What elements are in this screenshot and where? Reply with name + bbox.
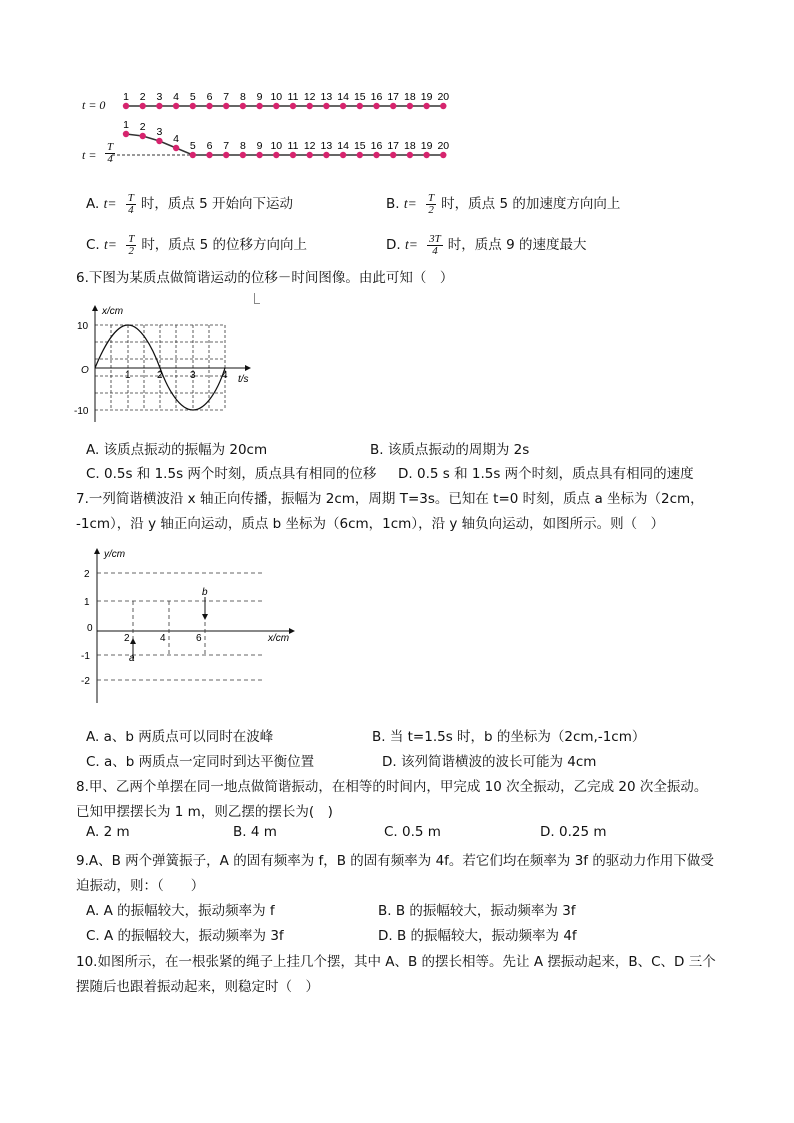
row2-number-14: 14: [337, 140, 349, 152]
q9-option-c[interactable]: C. A 的振幅较大，振动频率为 3f: [86, 928, 284, 944]
row1-number-20: 20: [437, 91, 450, 103]
q10-stem-line2: 摆随后也跟着振动起来，则稳定时（ ）: [76, 979, 319, 995]
wave-particles-figure: [80, 88, 460, 168]
row1-number-16: 16: [370, 91, 383, 103]
row2-number-6: 6: [206, 140, 213, 152]
row2-particle-7: [223, 152, 229, 158]
row2-particle-8: [240, 152, 246, 158]
row2-number-16: 16: [370, 140, 383, 152]
row2-particle-17: [390, 152, 396, 158]
q7-stem-line2: -1cm），沿 y 轴正向运动，质点 b 坐标为（6cm，1cm），沿 y 轴负向运动，如图所示。则（ ）: [76, 516, 665, 532]
q7-ytick-2: 2: [84, 569, 90, 580]
row2-number-9: 9: [256, 140, 263, 152]
row2-particle-6: [206, 152, 212, 158]
q7-y-label: y/cm: [104, 549, 126, 560]
row1-number-3: 3: [156, 91, 163, 103]
row1-number-8: 8: [239, 91, 246, 103]
row1-number-10: 10: [270, 91, 283, 103]
row2-particle-4: [173, 145, 179, 151]
row1-particle-1: [123, 103, 129, 109]
row2-number-18: 18: [404, 140, 416, 152]
row1-number-14: 14: [337, 91, 349, 103]
q6-option-b[interactable]: B. 该质点振动的周期为 2s: [370, 442, 530, 458]
q9-option-d[interactable]: D. B 的振幅较大，振动频率为 4f: [378, 928, 577, 944]
q10-stem-line1: 10.如图所示，在一根张紧的绳子上挂几个摆，其中 A、B 的摆长相等。先让 A 摆振动起来，B、C、D 三个: [76, 954, 716, 970]
q8-option-a[interactable]: A. 2 m: [86, 824, 130, 840]
row1-particle-12: [307, 103, 313, 109]
q7-xtick-4: 4: [160, 633, 166, 644]
row2-particle-11: [290, 152, 296, 158]
row1-number-6: 6: [206, 91, 213, 103]
row2-particle-10: [273, 152, 279, 158]
q7-point-b-label: b: [202, 587, 208, 598]
row2-number-2: 2: [139, 121, 146, 133]
q5-option-d[interactable]: D. t= $\frac{3T}{4}$ 时，质点 9 的速度最大: [386, 232, 587, 257]
row1-number-2: 2: [139, 91, 146, 103]
row1-number-19: 19: [420, 91, 433, 103]
row1-particle-13: [323, 103, 329, 109]
q7-ytick-1: 1: [84, 597, 90, 608]
q7-xtick-2: 2: [124, 633, 130, 644]
row2-particle-19: [423, 152, 429, 158]
q7-ytick-neg2: -2: [81, 676, 90, 687]
q7-stem-line1: 7.一列简谐横波沿 x 轴正向传播，振幅为 2cm，周期 T=3s。已知在 t=0 时刻，质点 a 坐标为（2cm，: [76, 491, 704, 507]
q8-stem-line1: 8.甲、乙两个单摆在同一地点做简谐振动，在相等的时间内，甲完成 10 次全振动，乙完成 20 次全振动。: [76, 779, 708, 795]
row2-particle-18: [407, 152, 413, 158]
q5-option-b[interactable]: B. t= $\frac{T}{2}$ 时，质点 5 的加速度方向向上: [386, 191, 621, 216]
row2-number-5: 5: [189, 140, 196, 152]
row1-particle-10: [273, 103, 279, 109]
q6-option-a[interactable]: A. 该质点振动的振幅为 20cm: [86, 442, 268, 458]
row1-particle-5: [190, 103, 196, 109]
q6-xtick-3: 3: [190, 370, 196, 381]
q8-option-c[interactable]: C. 0.5 m: [384, 824, 441, 840]
row1-number-7: 7: [223, 91, 230, 103]
row1-time-label: t = 0: [82, 98, 106, 112]
q7-x-label: x/cm: [268, 633, 290, 644]
q8-option-d[interactable]: D. 0.25 m: [540, 824, 607, 840]
q6-y-label: x/cm: [102, 306, 124, 317]
row2-particle-9: [256, 152, 262, 158]
q9-stem-line2: 迫振动，则：（ ）: [76, 878, 205, 894]
q6-option-c[interactable]: C. 0.5s 和 1.5s 两个时刻，质点具有相同的位移: [86, 466, 377, 482]
row1-particle-19: [423, 103, 429, 109]
q6-xtick-1: 1: [125, 370, 131, 381]
q6-graph: [72, 300, 262, 428]
q5-option-a[interactable]: A. t= $\frac{T}{4}$ 时，质点 5 开始向下运动: [86, 191, 294, 216]
q7-ytick-neg1: -1: [81, 651, 90, 662]
row2-number-19: 19: [420, 140, 433, 152]
row1-particle-17: [390, 103, 396, 109]
q9-option-b[interactable]: B. B 的振幅较大，振动频率为 3f: [378, 903, 576, 919]
row2-particle-3: [156, 138, 162, 144]
row2-number-11: 11: [287, 140, 299, 152]
row2-particle-13: [323, 152, 329, 158]
q8-stem-line2: 已知甲摆摆长为 1 m，则乙摆的摆长为( ): [76, 804, 333, 820]
row2-number-4: 4: [173, 133, 180, 145]
row2-number-12: 12: [303, 140, 316, 152]
q6-ytick-10: 10: [77, 321, 89, 332]
q5-option-c[interactable]: C. t= $\frac{T}{2}$ 时，质点 5 的位移方向向上: [86, 232, 307, 257]
row2-particle-16: [373, 152, 379, 158]
q7-xtick-6: 6: [196, 633, 202, 644]
row2-number-7: 7: [223, 140, 230, 152]
q8-option-b[interactable]: B. 4 m: [233, 824, 277, 840]
q6-option-d[interactable]: D. 0.5 s 和 1.5s 两个时刻，质点具有相同的速度: [398, 466, 694, 482]
row1-number-4: 4: [173, 91, 180, 103]
row2-time-fraction: $\frac{T}{4}$: [107, 141, 114, 165]
q7-grid: [97, 573, 264, 680]
row2-particle-2: [140, 133, 146, 139]
row1-number-12: 12: [303, 91, 316, 103]
row2-number-8: 8: [239, 140, 246, 152]
row2-number-15: 15: [353, 140, 366, 152]
row2-number-3: 3: [156, 126, 163, 138]
row1-particle-4: [173, 103, 179, 109]
row2-time-label: t =: [82, 148, 97, 162]
q6-graph-svg: [72, 300, 262, 428]
row1-particle-8: [240, 103, 246, 109]
row2-number-13: 13: [320, 140, 333, 152]
row1-particle-20: [440, 103, 446, 109]
q7-option-c[interactable]: C. a、b 两质点一定同时到达平衡位置: [86, 754, 315, 770]
row2-particle-20: [440, 152, 446, 158]
row2-particle-5: [190, 152, 196, 158]
q9-stem-line1: 9.A、B 两个弹簧振子，A 的固有频率为 f，B 的固有频率为 4f。若它们均在频率为 3f 的驱动力作用下做受: [76, 853, 714, 869]
q6-xtick-4: 4: [222, 370, 228, 381]
row1-number-13: 13: [320, 91, 333, 103]
row1-particle-6: [206, 103, 212, 109]
row2-particle-14: [340, 152, 346, 158]
q9-option-a[interactable]: A. A 的振幅较大，振动频率为 f: [86, 903, 275, 919]
q7-graph-svg: [80, 545, 300, 705]
q6-origin: O: [81, 365, 89, 376]
q7-option-b[interactable]: B. 当 t=1.5s 时，b 的坐标为（2cm,-1cm）: [372, 729, 646, 745]
row1-particle-15: [357, 103, 363, 109]
q6-x-label: t/s: [238, 374, 249, 385]
row1-particle-14: [340, 103, 346, 109]
row1-particle-3: [156, 103, 162, 109]
row1-number-17: 17: [387, 91, 400, 103]
q7-option-a[interactable]: A. a、b 两质点可以同时在波峰: [86, 729, 274, 745]
row1-particle-9: [256, 103, 262, 109]
q7-origin: 0: [87, 623, 93, 634]
q6-stem: 6.下图为某质点做简谐运动的位移－时间图像。由此可知（ ）: [76, 270, 454, 286]
row1-particle-2: [140, 103, 146, 109]
q6-xtick-2: 2: [157, 370, 163, 381]
row1-number-5: 5: [189, 91, 196, 103]
wave-particles-svg: [80, 88, 460, 168]
row1-number-11: 11: [287, 91, 299, 103]
row2-particle-12: [307, 152, 313, 158]
row1-number-15: 15: [353, 91, 366, 103]
row1-number-9: 9: [256, 91, 263, 103]
row1-particle-18: [407, 103, 413, 109]
row1-particle-16: [373, 103, 379, 109]
row2-particle-1: [123, 131, 129, 137]
q7-graph: [80, 545, 300, 705]
q6-ytick-neg10: -10: [74, 406, 89, 417]
row2-particle-15: [357, 152, 363, 158]
q7-option-d[interactable]: D. 该列简谐横波的波长可能为 4cm: [382, 754, 597, 770]
row2-number-1: 1: [123, 119, 129, 131]
row2-number-20: 20: [437, 140, 450, 152]
row2-number-17: 17: [387, 140, 400, 152]
row1-number-1: 1: [123, 91, 129, 103]
q7-point-a-label: a: [129, 653, 135, 664]
row2-number-10: 10: [270, 140, 283, 152]
row1-particle-11: [290, 103, 296, 109]
row1-number-18: 18: [404, 91, 416, 103]
row1-particle-7: [223, 103, 229, 109]
